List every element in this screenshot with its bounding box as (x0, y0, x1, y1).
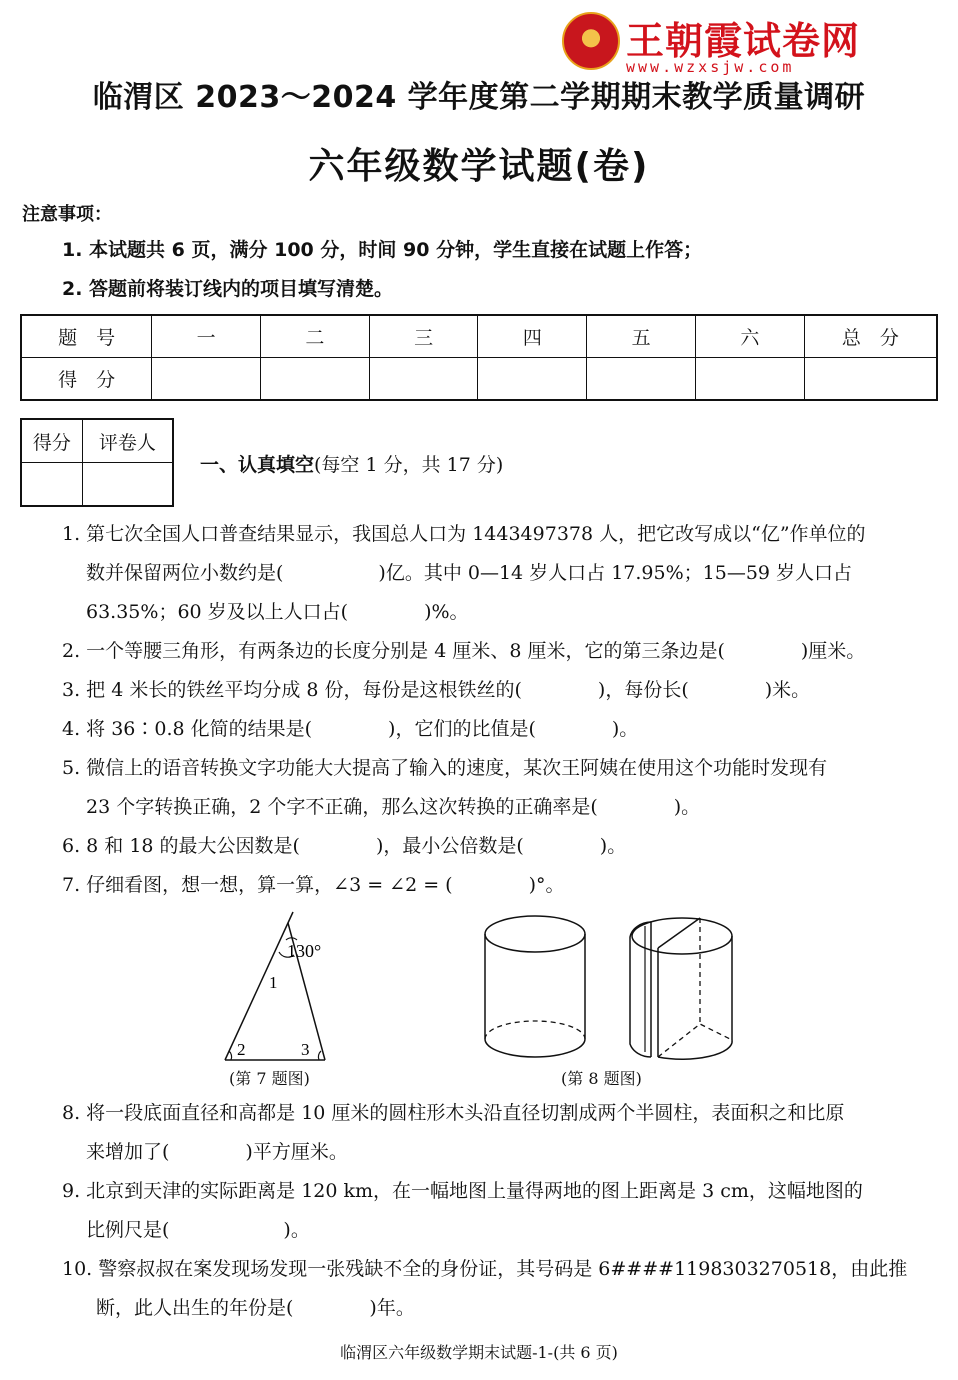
score-cell[interactable] (478, 358, 587, 401)
angle-2-label: 2 (237, 1040, 246, 1059)
question-1-line-2: 数并保留两位小数约是( )亿。其中 0—14 岁人口占 17.95%；15—59 岁人口占 (86, 562, 853, 584)
brand-url: www.wzxsjw.com (626, 58, 795, 76)
question-5-line-1: 5. 微信上的语音转换文字功能大大提高了输入的速度，某次王阿姨在使用这个功能时发现有 (62, 757, 828, 779)
grader-name-label: 评卷人 (82, 419, 173, 463)
question-8-line-2: 来增加了( )平方厘米。 (86, 1141, 348, 1163)
header-cell: 三 (369, 315, 478, 358)
header-cell: 题 号 (21, 315, 152, 358)
score-table-header-row (21, 315, 937, 358)
notes-heading: 注意事项： (22, 204, 112, 225)
exam-headline: 临渭区 2023～2024 学年度第二学期期末教学质量调研 (92, 80, 866, 115)
grader-name-cell[interactable] (82, 463, 173, 507)
grader-score-cell[interactable] (21, 463, 82, 507)
row-label: 得 分 (21, 358, 152, 401)
section-note: (每空 1 分，共 17 分) (314, 454, 504, 476)
score-cell[interactable] (695, 358, 804, 401)
question-3: 3. 把 4 米长的铁丝平均分成 8 份，每份是这根铁丝的( )，每份长( )米。 (62, 679, 811, 701)
cylinder-figure (480, 912, 750, 1064)
question-9-line-1: 9. 北京到天津的实际距离是 120 km，在一幅地图上量得两地的图上距离是 3 cm，这幅地图的 (62, 1180, 863, 1202)
note-item: 1. 本试题共 6 页，满分 100 分，时间 90 分钟，学生直接在试题上作答； (62, 239, 703, 261)
angle-3-label: 3 (301, 1040, 310, 1059)
header-cell: 五 (587, 315, 696, 358)
score-cell[interactable] (804, 358, 937, 401)
question-7: 7. 仔细看图，想一想，算一算，∠3 = ∠2 = ( )°。 (62, 874, 565, 896)
section-heading (200, 450, 503, 477)
brand-name: 王朝霞试卷网 (626, 19, 861, 63)
section-title: 一、认真填空 (200, 454, 315, 476)
score-table (20, 314, 938, 401)
score-cell[interactable] (152, 358, 261, 401)
score-cell[interactable] (587, 358, 696, 401)
question-9-line-2: 比例尺是( )。 (86, 1219, 310, 1241)
header-cell: 二 (260, 315, 369, 358)
header-cell: 一 (152, 315, 261, 358)
question-4: 4. 将 36∶0.8 化简的结果是( )，它们的比值是( )。 (62, 718, 639, 740)
question-1-line-3: 63.35%；60 岁及以上人口占( )%。 (86, 601, 469, 623)
question-6: 6. 8 和 18 的最大公因数是( )，最小公倍数是( )。 (62, 835, 627, 857)
grader-box (20, 418, 174, 507)
question-10-line-2: 断，此人出生的年份是( )年。 (96, 1297, 415, 1319)
figure-7-caption: (第 7 题图) (229, 1069, 310, 1088)
question-2: 2. 一个等腰三角形，有两条边的长度分别是 4 厘米、8 厘米，它的第三条边是( )厘米。 (62, 640, 866, 662)
angle-1-label: 1 (269, 973, 278, 992)
score-cell[interactable] (369, 358, 478, 401)
question-1-line-1: 1. 第七次全国人口普查结果显示，我国总人口为 1443497378 人，把它改写成以“亿”作单位的 (62, 523, 866, 545)
note-item: 2. 答题前将装订线内的项目填写清楚。 (62, 278, 394, 300)
figure-8-caption: (第 8 题图) (561, 1069, 642, 1088)
score-cell[interactable] (260, 358, 369, 401)
header-cell: 四 (478, 315, 587, 358)
angle-130-label: 130° (287, 941, 322, 961)
score-table-score-row (21, 358, 937, 401)
header-cell: 六 (695, 315, 804, 358)
question-8-line-1: 8. 将一段底面直径和高都是 10 厘米的圆柱形木头沿直径切割成两个半圆柱，表面积之和比原 (62, 1102, 845, 1124)
page-title: 六年级数学试题(卷) (308, 146, 650, 187)
seal-logo-icon (562, 12, 620, 70)
brand-logo-block (562, 8, 882, 78)
triangle-figure (215, 910, 345, 1065)
question-10-line-1: 10. 警察叔叔在案发现场发现一张残缺不全的身份证，其号码是 6####1198303270518，由此推 (62, 1258, 908, 1280)
page-footer: 临渭区六年级数学期末试题-1-(共 6 页) (340, 1343, 618, 1362)
grader-score-label: 得分 (21, 419, 82, 463)
header-cell: 总 分 (804, 315, 937, 358)
question-5-line-2: 23 个字转换正确，2 个字不正确，那么这次转换的正确率是( )。 (86, 796, 701, 818)
